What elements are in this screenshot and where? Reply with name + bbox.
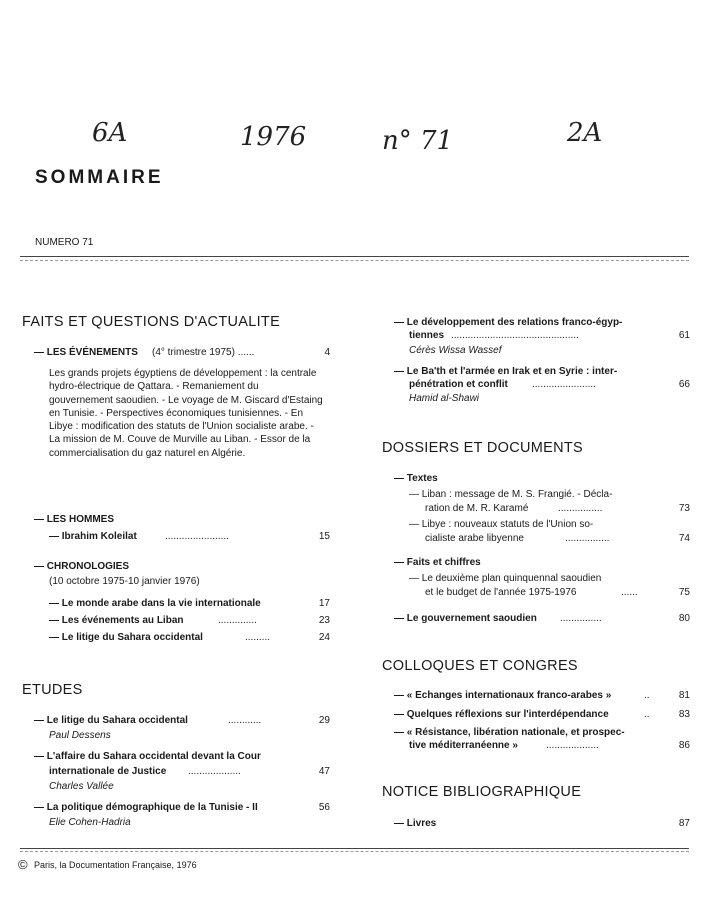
copyright-icon: © [18,857,28,872]
leader-dots: ................ [558,503,603,514]
page-number: 24 [318,632,330,643]
section-heading-notice: NOTICE BIBLIOGRAPHIQUE [382,784,582,800]
leader-dots: ............... [560,613,602,624]
issue-number: NUMERO 71 [35,237,94,248]
handwritten-note-1: 6A [92,118,128,148]
page-number: 66 [678,379,690,390]
page-number: 15 [318,531,330,542]
leader-dots: ................ [565,533,610,544]
footer-text: Paris, la Documentation Française, 1976 [34,860,197,870]
toc-chronologies[interactable]: — CHRONOLOGIES [34,561,130,572]
header-divider [20,256,689,257]
page-number: 56 [318,802,330,813]
toc-etude[interactable]: — La politique démographique de la Tunisie - II [34,802,258,813]
toc-item-line2[interactable]: pénétration et conflit [409,379,508,390]
page-number: 86 [678,740,690,751]
leader-dots: ....................... [165,531,229,542]
handwritten-note-3: n° 71 [382,126,454,156]
leader-dots: ................... [188,766,241,777]
page-number: 80 [678,613,690,624]
author: Paul Dessens [49,730,111,741]
toc-plan-line2[interactable]: et le budget de l'année 1975-1976 [425,587,577,598]
header-divider-2 [20,260,689,261]
leader-dots: ....................... [532,379,596,390]
page-number: 17 [318,598,330,609]
author: Hamid al-Shawi [409,393,480,404]
toc-evenements-trimestre: (4° trimestre 1975) ...... [152,347,255,358]
leader-dots: ...... [621,587,638,598]
page-number: 47 [318,766,330,777]
page-number: 61 [678,330,690,341]
page-number: 81 [678,690,690,701]
leader-dots: .. [644,690,650,701]
toc-liban[interactable]: — Liban : message de M. S. Frangié. - Décla- [409,489,613,500]
toc-chrono-item[interactable]: — Le monde arabe dans la vie internationale [49,598,261,609]
page-number: 29 [318,715,330,726]
toc-evenements[interactable]: — LES ÉVÉNEMENTS [34,347,138,358]
toc-resistance[interactable]: — « Résistance, libération nationale, et prospec- [394,727,625,738]
toc-colloque[interactable]: — « Echanges internationaux franco-arabes » [394,690,612,701]
leader-dots: ............ [228,715,262,726]
toc-etude-line2[interactable]: internationale de Justice [49,766,167,777]
toc-chrono-item[interactable]: — Le litige du Sahara occidental [49,632,203,643]
toc-faits[interactable]: — Faits et chiffres [394,557,481,568]
chronologies-dates: (10 octobre 1975-10 janvier 1976) [49,576,200,587]
toc-textes[interactable]: — Textes [394,473,438,484]
page-number: 73 [678,503,690,514]
toc-gouvernement[interactable]: — Le gouvernement saoudien [394,613,537,624]
toc-liban-line2[interactable]: ration de M. R. Karamé [425,503,529,514]
section-heading-colloques: COLLOQUES ET CONGRES [382,658,578,674]
leader-dots: .............. [218,615,257,626]
page-number: 87 [678,818,690,829]
handwritten-note-4: 2A [567,118,603,148]
toc-koleilat[interactable]: — Ibrahim Koleilat [49,531,137,542]
toc-item[interactable]: — Le développement des relations franco-égyp- [394,317,623,328]
toc-libye-line2[interactable]: cialiste arabe libyenne [425,533,524,544]
page-number: 74 [678,533,690,544]
page-number: 83 [678,709,690,720]
toc-colloque[interactable]: — Quelques réflexions sur l'interdépendance [394,709,609,720]
toc-resistance-line2[interactable]: tive méditerranéenne » [409,740,518,751]
toc-item[interactable]: — Le Ba'th et l'armée en Irak et en Syrie : inter- [394,366,618,377]
author: Cérès Wissa Wassef [409,345,502,356]
toc-chrono-item[interactable]: — Les événements au Liban [49,615,184,626]
page-number: 75 [678,587,690,598]
leader-dots: .. [644,709,650,720]
leader-dots: ......... [245,632,271,643]
leader-dots: ................... [546,740,599,751]
author: Elie Cohen-Hadria [49,817,131,828]
section-heading-faits: FAITS ET QUESTIONS D'ACTUALITE [22,314,281,330]
toc-etude[interactable]: — Le litige du Sahara occidental [34,715,188,726]
handwritten-note-2: 1976 [240,122,307,152]
toc-livres[interactable]: — Livres [394,818,437,829]
toc-plan[interactable]: — Le deuxième plan quinquennal saoudien [409,573,602,584]
evenements-summary: Les grands projets égyptiens de développement : la centrale hydro-électrique de Qattara. - Remaniement du gouvernement saoudien. - Le voyage de M. Giscard d'Estaing en Tunisie. - Perspectives économiques tunisiennes. - En Libye : modification des statuts de l'Union socialiste arabe. - La mission de M. Couve de Murville au Liban. - Essor de la commercialisation du gaz naturel en Algérie. [49,368,323,459]
footer-divider-2 [20,851,689,852]
leader-dots: .............................................. [451,330,579,341]
section-heading-etudes: ETUDES [22,682,83,698]
section-heading-dossiers: DOSSIERS ET DOCUMENTS [382,440,584,456]
toc-etude[interactable]: — L'affaire du Sahara occidental devant la Cour [34,751,261,762]
author: Charles Vallée [49,781,114,792]
toc-libye[interactable]: — Libye : nouveaux statuts de l'Union so- [409,519,594,530]
toc-hommes[interactable]: — LES HOMMES [34,514,115,525]
page-number: 23 [318,615,330,626]
page-number: 4 [324,347,330,358]
page-title: SOMMAIRE [35,167,164,188]
toc-item-line2[interactable]: tiennes [409,330,445,341]
footer-divider [20,848,689,849]
